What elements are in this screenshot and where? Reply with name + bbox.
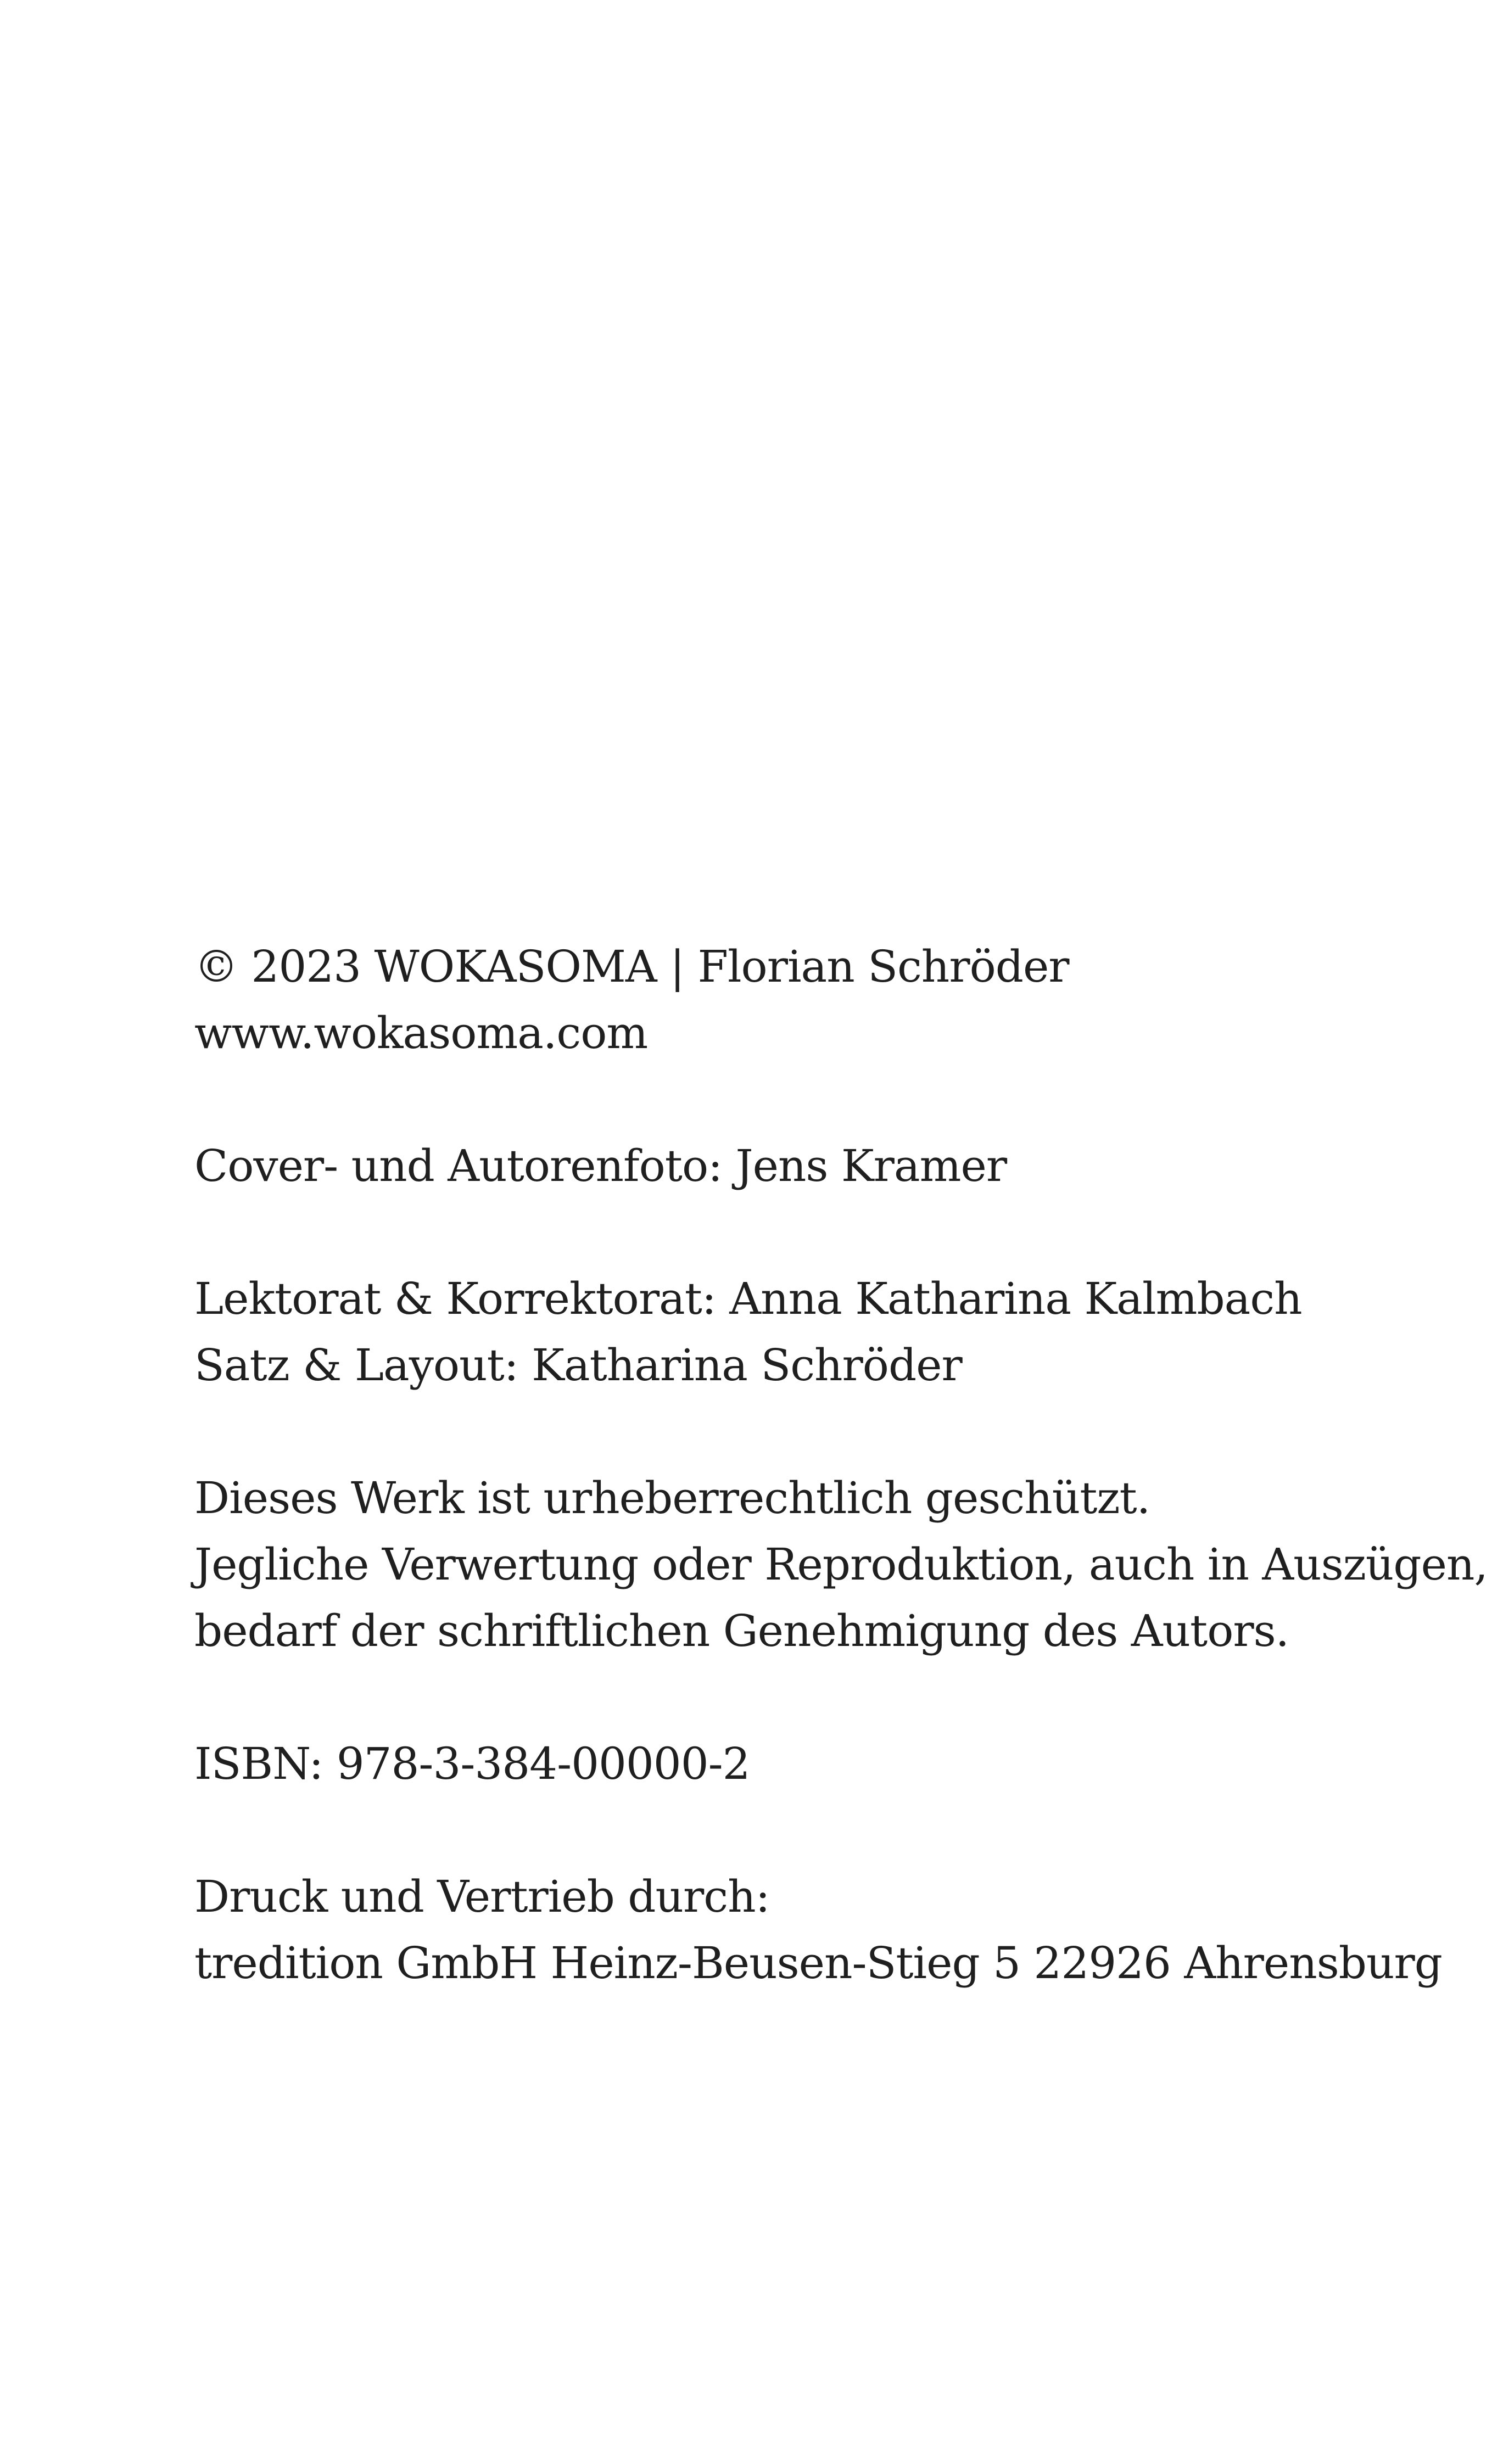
website-url: www.wokasoma.com [194, 1007, 648, 1059]
rights-notice-block [194, 1465, 1488, 1664]
distribution-label: Druck und Vertrieb durch: [194, 1871, 770, 1922]
copyright-block [194, 933, 1430, 1066]
imprint-page [194, 933, 1488, 1996]
editing-credit: Lektorat & Korrektorat: Anna Katharina Kalmbach [194, 1273, 1302, 1324]
copyright-notice: © 2023 WOKASOMA | Florian Schröder [194, 941, 1069, 992]
cover-photo-credit: Cover- und Autorenfoto: Jens Kramer [194, 1140, 1007, 1191]
isbn: ISBN: 978-3-384-00000-2 [194, 1738, 750, 1789]
rights-line-3: bedarf der schriftlichen Genehmigung des Autors. [194, 1605, 1289, 1656]
publisher-address: tredition GmbH Heinz-Beusen-Stieg 5 22926 Ahrensburg [194, 1937, 1442, 1989]
distribution-block [194, 1863, 1442, 1996]
isbn-block [194, 1731, 1430, 1797]
rights-line-1: Dieses Werk ist urheberrechtlich geschützt. [194, 1472, 1150, 1524]
rights-line-2: Jegliche Verwertung oder Reproduktion, auch in Auszügen, [194, 1539, 1488, 1590]
layout-credit: Satz & Layout: Katharina Schröder [194, 1340, 962, 1391]
editing-credits-block [194, 1265, 1430, 1398]
cover-credit-block [194, 1133, 1430, 1199]
